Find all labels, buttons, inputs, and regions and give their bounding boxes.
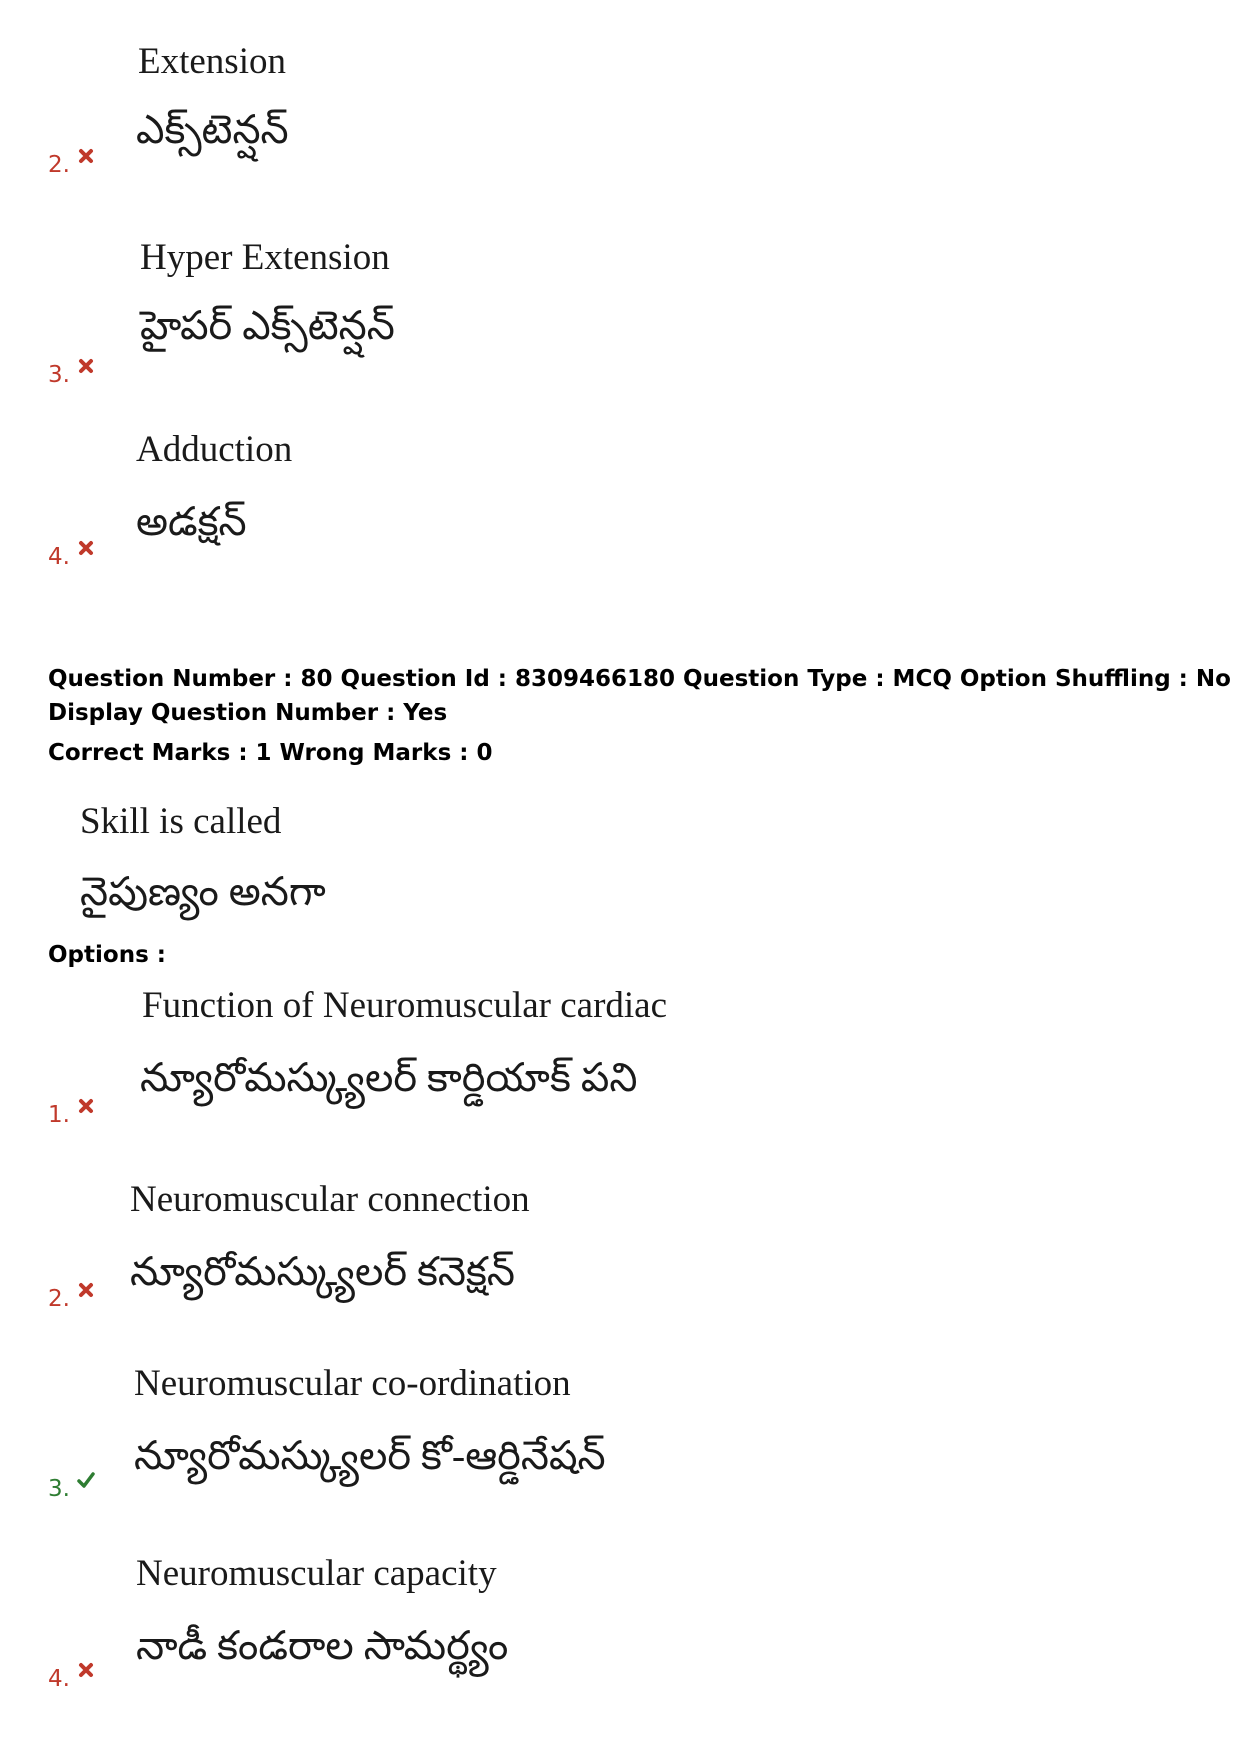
check-icon <box>76 1470 96 1490</box>
option-number: 1. <box>48 1102 70 1128</box>
option-number: 4. <box>48 1666 70 1692</box>
cross-icon <box>76 538 96 558</box>
option-english-text: Extension <box>138 41 286 82</box>
cross-icon <box>76 1096 96 1116</box>
question-meta-line: Question Number : 80 Question Id : 8309466180 Question Type : MCQ Option Shuffling : No <box>48 666 1231 692</box>
option-number-marker <box>48 1280 96 1312</box>
option-telugu-text: న్యూరోమస్క్యులర్ కార్డియాక్ పని <box>140 1055 638 1100</box>
option-number-marker <box>48 146 96 178</box>
option-number-marker <box>48 1660 96 1692</box>
cross-icon <box>76 146 96 166</box>
cross-icon <box>76 1660 96 1680</box>
option-telugu-text: న్యూరోమస్క్యులర్ కనెక్షన్ <box>130 1249 515 1294</box>
question-english-text: Skill is called <box>80 801 282 842</box>
option-number-marker <box>48 538 96 570</box>
option-number: 3. <box>48 1476 70 1502</box>
cross-icon <box>76 356 96 376</box>
option-number-marker <box>48 1470 96 1502</box>
question-display-line: Display Question Number : Yes <box>48 700 448 726</box>
option-number-marker <box>48 356 96 388</box>
option-number: 3. <box>48 362 70 388</box>
option-english-text: Adduction <box>136 429 293 470</box>
option-english-text: Neuromuscular capacity <box>136 1553 497 1594</box>
question-telugu-text: నైపుణ్యం అనగా <box>80 869 326 914</box>
option-english-text: Hyper Extension <box>140 237 390 278</box>
option-number: 4. <box>48 544 70 570</box>
options-label: Options : <box>48 942 166 968</box>
option-number-marker <box>48 1096 96 1128</box>
option-telugu-text: అడక్షన్ <box>136 499 247 544</box>
option-telugu-text: న్యూరోమస్క్యులర్ కో-ఆర్డినేషన్ <box>134 1433 606 1478</box>
option-telugu-text: నాడీ కండరాల సామర్థ్యం <box>136 1623 509 1668</box>
option-telugu-text: హైపర్ ఎక్స్‌టెన్షన్ <box>140 303 395 348</box>
option-number: 2. <box>48 152 70 178</box>
option-english-text: Neuromuscular connection <box>130 1179 530 1220</box>
question-marks-line: Correct Marks : 1 Wrong Marks : 0 <box>48 740 493 766</box>
option-english-text: Function of Neuromuscular cardiac <box>142 985 668 1026</box>
option-english-text: Neuromuscular co-ordination <box>134 1363 571 1404</box>
option-telugu-text: ఎక్స్‌టెన్షన్ <box>136 107 289 152</box>
cross-icon <box>76 1280 96 1300</box>
option-number: 2. <box>48 1286 70 1312</box>
